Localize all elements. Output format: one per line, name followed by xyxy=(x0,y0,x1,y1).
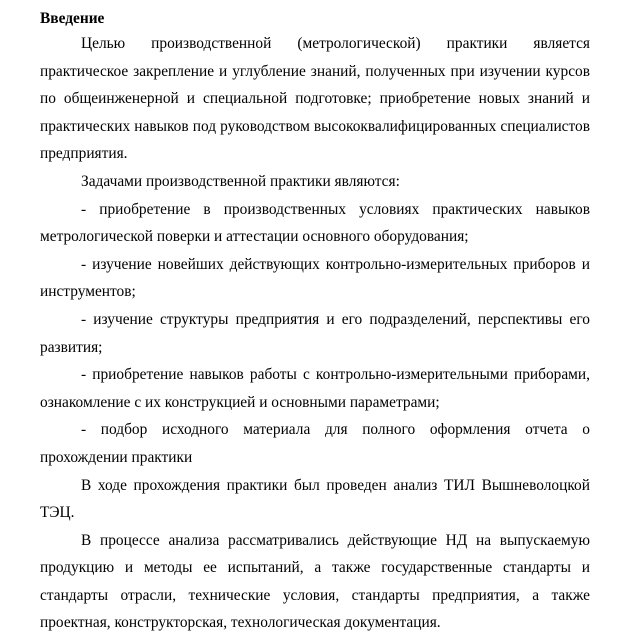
list-item-task-2: - изучение новейших действующих контрольно-измерительных приборов и инструментов; xyxy=(40,255,590,301)
document-page xyxy=(40,8,590,637)
list-item-task-3: - изучение структуры предприятия и его подразделений, перспективы его развития; xyxy=(40,310,590,356)
paragraph-goal: Целью производственной (метрологической) практики является практическое закрепление и углубление знаний, полученных при изучении курсов по общеинженерной и специальной подготовке; приобретение новых знаний и практических навыков под руководством высококвалифицированных специалистов предприятия. xyxy=(40,35,590,163)
paragraph-tasks-intro: Задачами производственной практики являются: xyxy=(81,172,400,190)
paragraph-process: В процессе анализа рассматривались действующие НД на выпускаемую продукцию и методы ее испытаний, а также государственные стандарты и стандарты отрасли, технические условия, стандарты предприятия, а также проектная, конструкторская, технологическая документация. xyxy=(40,531,590,632)
list-item-task-5: - подбор исходного материала для полного оформления отчета о прохождении практики xyxy=(40,421,590,466)
paragraph-analysis: В ходе прохождения практики был проведен анализ ТИЛ Вышневолоцкой ТЭЦ. xyxy=(40,476,590,522)
list-item-task-4: - приобретение навыков работы с контрольно-измерительными приборами, ознакомление с их конструкцией и основными параметрами; xyxy=(40,366,590,411)
list-item-task-1: - приобретение в производственных условиях практических навыков метрологической поверки и аттестации основного оборудования; xyxy=(40,200,590,246)
section-heading: Введение xyxy=(40,10,105,27)
